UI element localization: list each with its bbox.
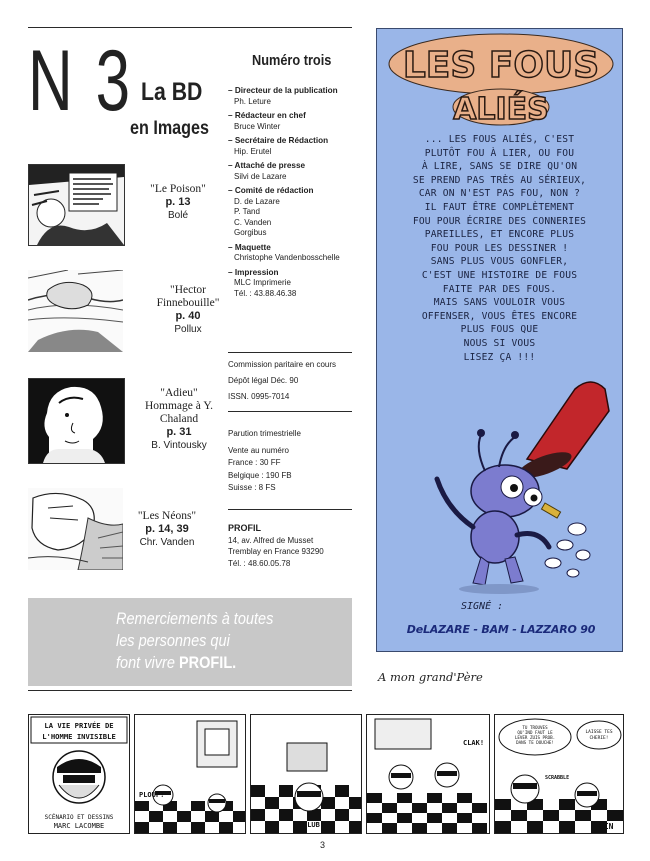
- story-les-neons[interactable]: [112, 510, 222, 549]
- issue-label: Numéro trois: [252, 52, 332, 69]
- poster-title-art: [377, 29, 622, 129]
- thanks-line1: Remerciements à toutes: [116, 610, 274, 628]
- poster-title-line1: LES FOUS: [402, 45, 600, 86]
- poster-line: FOU POUR LES DESSINER !: [430, 242, 569, 254]
- magazine-title-line2: en Images: [130, 118, 209, 139]
- poster-line: SE PREND PAS TRÈS AU SÉRIEUX,: [412, 174, 587, 186]
- credit-name: Hip. Erutel: [234, 146, 272, 156]
- credit-name: Gorgibus: [234, 228, 267, 237]
- credit-name: P. Tand: [234, 207, 260, 216]
- strip-panel-2: [134, 714, 246, 834]
- panel-2-art: [135, 715, 245, 833]
- strip-panel-4: [366, 714, 490, 834]
- story-author: Pollux: [174, 324, 202, 335]
- poster-authors: DeLAZARE - BAM - LAZZARO 90: [406, 623, 596, 636]
- story-le-poison[interactable]: [118, 183, 238, 222]
- sfx-plouf: PLOUF!: [139, 791, 165, 799]
- credit-name: Bruce Winter: [234, 121, 281, 131]
- poster-line: OFFENSER, VOUS ÊTES ENCORE: [421, 310, 578, 322]
- credit-name: D. de Lazare: [234, 196, 280, 206]
- strip-title-line2: L'HOMME INVISIBLE: [42, 732, 116, 741]
- story-title: "Adieu" Hommage à Y. Chaland: [144, 387, 214, 425]
- address-street: 14, av. Alfred de Musset: [228, 535, 314, 545]
- poster-signed-label: SIGNÉ :: [461, 601, 504, 612]
- credit-name: C. Vanden: [234, 217, 272, 227]
- credit-name: Ph. Leture: [234, 96, 271, 106]
- thumb-le-poison: [28, 164, 125, 246]
- credit-role: – Maquette: [228, 243, 363, 254]
- strip-panel-3: [250, 714, 362, 834]
- story-author: B. Vintousky: [151, 440, 207, 451]
- poster-line: CAR ON N'EST PAS FOU, NON ?: [418, 188, 581, 200]
- strip-title-line1: LA VIE PRIVÉE DE: [44, 721, 114, 730]
- thanks-line3-prefix: font vivre: [116, 654, 179, 672]
- publisher-name: PROFIL: [228, 523, 261, 533]
- pricing-info: [228, 428, 301, 495]
- bottom-rule: [28, 690, 352, 691]
- top-rule: [28, 27, 352, 28]
- divider: [228, 411, 352, 412]
- vente-text: Vente au numéro: [228, 445, 289, 455]
- poster-line: PLUTÔT FOU À LIER, OU FOU: [424, 147, 575, 159]
- story-page: p. 31: [166, 426, 192, 438]
- editorial-credits: [228, 86, 363, 299]
- poster-line: FAITE PAR DES FOUS.: [442, 283, 557, 295]
- story-adieu[interactable]: [128, 387, 230, 452]
- adieu-illustration: [29, 379, 124, 463]
- issue-number-mark: N 3: [28, 33, 134, 129]
- poster-line: À LIRE, SANS SE DIRE QU'ON: [421, 161, 578, 173]
- thumb-les-neons: [28, 488, 123, 570]
- credit-role: – Attaché de presse: [228, 161, 363, 172]
- story-page: p. 14, 39: [145, 523, 189, 535]
- story-author: Chr. Vanden: [139, 537, 195, 548]
- credit-role: – Comité de rédaction: [228, 186, 363, 197]
- poster-line: SANS PLUS VOUS GONFLER,: [430, 256, 569, 268]
- poster-line: PLUS FOUS QUE: [460, 324, 539, 336]
- strip-fin: FIN: [599, 822, 614, 831]
- balloon-1: TU TROUVES QU'IND FAUT LE LEVER ZUIS PROB. DANS TE DOUCHE!: [514, 725, 556, 745]
- issn-text: ISSN. 0995-7014: [228, 392, 290, 401]
- hector-illustration: [28, 270, 123, 352]
- publisher-address: [228, 523, 324, 569]
- poster-line: FOU POUR ÉCRIRE DES CONNERIES: [412, 215, 587, 227]
- divider: [228, 352, 352, 353]
- poster-line: LISEZ ÇA !!!: [463, 351, 536, 363]
- price-suisse: Suisse : 8 FS: [228, 483, 276, 492]
- story-title: "Les Néons": [137, 510, 197, 522]
- le-poison-illustration: [29, 165, 124, 245]
- credit-name: Tél. : 43.88.46.38: [234, 288, 297, 298]
- commission-text: Commission paritaire en cours: [228, 360, 337, 369]
- story-author: Bolé: [167, 210, 188, 221]
- thumb-adieu: [28, 378, 125, 464]
- credit-name: MLC Imprimerie: [234, 278, 291, 287]
- strip-credit-line2: MARC LACOMBE: [53, 822, 105, 830]
- strip-panel-1: [28, 714, 130, 834]
- poster-creature-art: [377, 359, 622, 599]
- poster-line: ... LES FOUS ALIÉS, C'EST: [424, 134, 575, 145]
- strip-credit-line1: SCÉNARIO ET DESSINS: [44, 814, 114, 821]
- poster-line: C'EST UNE HISTOIRE DE FOUS: [421, 269, 578, 281]
- panel-4-art: [367, 715, 489, 833]
- address-city: Tremblay en France 93290: [228, 547, 324, 556]
- poster-line: MAIS SANS VOULOIR VOUS: [433, 297, 566, 309]
- thumb-hector: [28, 270, 123, 352]
- story-title: "Hector Finnebouille": [156, 284, 220, 309]
- credit-name: Christophe Vandenbosschelle: [234, 253, 340, 262]
- les-neons-illustration: [28, 488, 123, 570]
- panel-3-art: [251, 715, 361, 833]
- credit-role: – Secrétaire de Rédaction: [228, 136, 363, 147]
- poster-line: NOUS SI VOUS: [463, 337, 536, 349]
- balloon-2: LAISSE TES CHERIE!: [585, 730, 613, 741]
- address-tel: Tél. : 48.60.05.78: [228, 558, 291, 568]
- poster-title-line2: ALIÉS: [453, 92, 549, 127]
- price-belgique: Belgique : 190 FB: [228, 470, 292, 480]
- thanks-line2: les personnes qui: [116, 632, 230, 650]
- depot-text: Dépôt légal Déc. 90: [228, 376, 299, 385]
- story-page: p. 40: [175, 310, 201, 322]
- fous-allies-poster: [376, 28, 623, 652]
- thanks-text: [116, 608, 273, 674]
- panel-1-art: [29, 715, 129, 833]
- credit-name: Silvi de Lazare: [234, 171, 287, 181]
- legal-info: [228, 359, 336, 403]
- divider: [228, 509, 352, 510]
- panel-5-art: [495, 715, 623, 833]
- poster-body-text: [383, 133, 616, 364]
- story-title: "Le Poison": [150, 183, 206, 195]
- strip-panel-5: [494, 714, 624, 834]
- handwritten-dedication: A mon grand'Père: [378, 670, 483, 684]
- poster-line: PAREILLES, ET ENCORE PLUS: [424, 229, 575, 241]
- price-france: France : 30 FF: [228, 458, 281, 467]
- sfx-scrabble: SCRABBLE: [545, 775, 570, 781]
- page-number: 3: [320, 840, 326, 850]
- parution-text: Parution trimestrielle: [228, 429, 301, 438]
- thanks-line3: [116, 652, 273, 674]
- credit-role: – Impression: [228, 268, 363, 279]
- thanks-line3-brand: PROFIL.: [178, 654, 237, 672]
- credit-role: – Rédacteur en chef: [228, 111, 363, 122]
- sfx-blub: BLUB!: [303, 821, 325, 829]
- poster-line: IL FAUT ÊTRE COMPLÈTEMENT: [424, 201, 575, 213]
- credit-role: – Directeur de la publication: [228, 86, 363, 97]
- sfx-clak: CLAK!: [463, 739, 485, 747]
- thanks-box: [28, 598, 352, 686]
- story-page: p. 13: [165, 196, 191, 208]
- magazine-title-line1: La BD: [141, 78, 203, 106]
